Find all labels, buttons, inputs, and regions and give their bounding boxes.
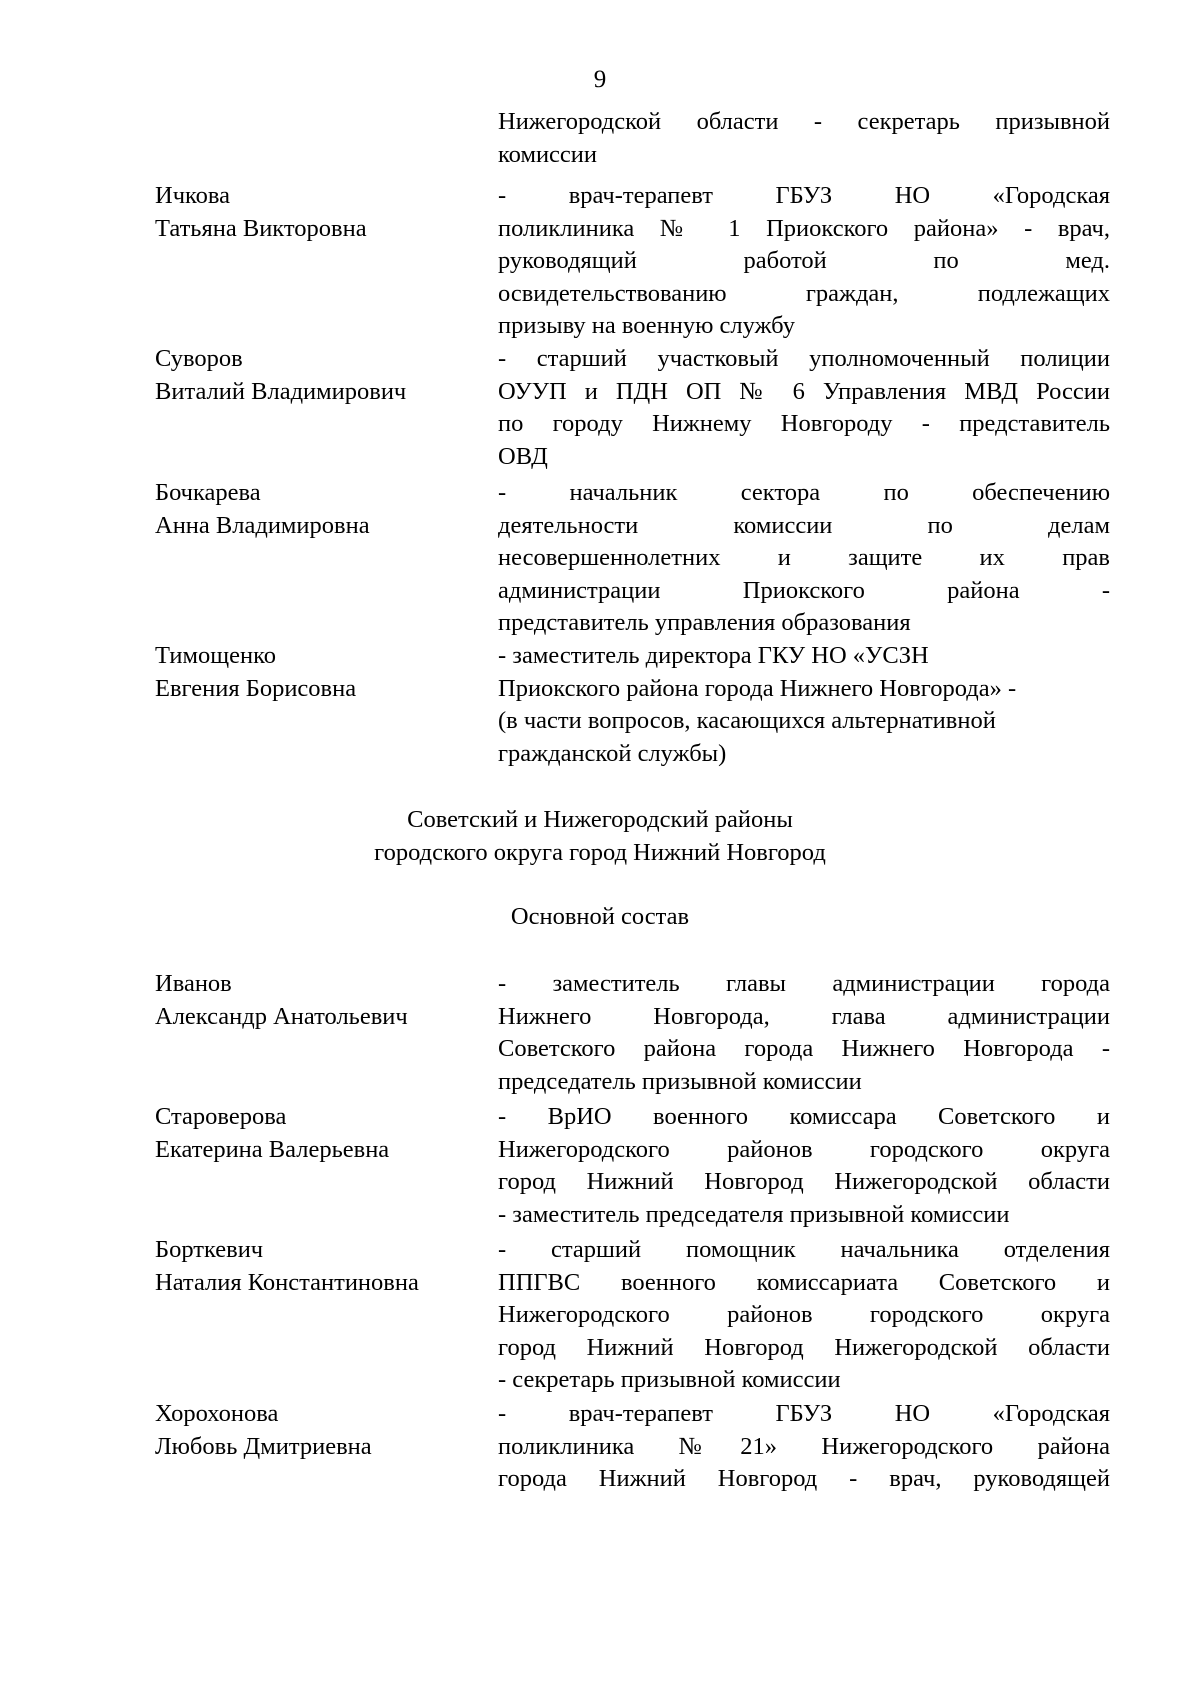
role-line: ОУУП и ПДН ОП № 6 Управления МВД России [498, 377, 1110, 405]
role-line: ОВД [498, 442, 548, 470]
role-line: комиссии [498, 140, 598, 168]
role-line: администрации Приокского района - [498, 576, 1110, 604]
member-entry [155, 343, 1115, 473]
role-line: город Нижний Новгород Нижегородской области [498, 1333, 1110, 1361]
role-line: Нижнего Новгорода, глава администрации [498, 1002, 1110, 1030]
member-surname: Суворов [155, 345, 243, 372]
role-line: призыву на военную службу [498, 312, 795, 339]
member-surname: Борткевич [155, 1236, 264, 1263]
member-role [498, 180, 1110, 343]
empty-name-column [155, 106, 498, 171]
member-role [498, 1398, 1110, 1496]
member-entry [155, 968, 1115, 1098]
role-line: - ВрИО военного комиссара Советского и [498, 1103, 1110, 1130]
role-line: - начальник сектора по обеспечению [498, 479, 1110, 506]
role-line: города Нижний Новгород - врач, руководящей [498, 1465, 1110, 1492]
member-name [155, 968, 498, 1098]
role-line: председатель призывной комиссии [498, 1067, 862, 1095]
role-line: - заместитель директора ГКУ НО «УСЗН [498, 642, 929, 669]
member-entry [155, 640, 1115, 770]
subheading [0, 901, 1200, 934]
member-given-names: Татьяна Викторовна [155, 214, 367, 242]
member-name [155, 180, 498, 343]
member-name [155, 343, 498, 473]
role-line: несовершеннолетних и защите их прав [498, 544, 1110, 571]
role-line: поликлиника № 1 Приокского района» - врач, [498, 214, 1110, 242]
continuation-block [155, 106, 1115, 171]
member-role [498, 1234, 1110, 1397]
role-line: Нижегородского районов городского округа [498, 1135, 1110, 1163]
role-line: гражданской службы) [498, 739, 727, 767]
member-entry [155, 1101, 1115, 1231]
member-role [498, 477, 1110, 640]
member-surname: Хорохонова [155, 1400, 279, 1427]
role-line: деятельности комиссии по делам [498, 511, 1110, 539]
role-line: - старший участковый уполномоченный полиции [498, 345, 1110, 372]
member-surname: Иванов [155, 970, 232, 997]
member-given-names: Анна Владимировна [155, 511, 370, 539]
member-given-names: Евгения Борисовна [155, 674, 357, 702]
member-given-names: Любовь Дмитриевна [155, 1432, 372, 1460]
section-heading [0, 804, 1200, 869]
subheading-text: Основной состав [510, 903, 690, 930]
member-entry [155, 477, 1115, 640]
role-line: город Нижний Новгород Нижегородской области [498, 1168, 1110, 1195]
role-line: - старший помощник начальника отделения [498, 1236, 1110, 1263]
member-surname: Тимощенко [155, 642, 276, 669]
member-name [155, 640, 498, 770]
member-entry [155, 1234, 1115, 1397]
page-number: 9 [593, 66, 607, 93]
member-name [155, 477, 498, 640]
member-name [155, 1398, 498, 1496]
member-entry [155, 180, 1115, 343]
member-surname: Ичкова [155, 182, 231, 209]
section-heading-line: городского округа город Нижний Новгород [374, 838, 826, 866]
member-surname: Староверова [155, 1103, 287, 1130]
role-line: руководящий работой по мед. [498, 247, 1110, 274]
role-line: по городу Нижнему Новгороду - представитель [498, 410, 1110, 437]
role-line: - заместитель главы администрации города [498, 970, 1110, 997]
member-entry [155, 1398, 1115, 1496]
member-role [498, 1101, 1110, 1231]
member-role [498, 343, 1110, 473]
member-given-names: Виталий Владимирович [155, 377, 407, 405]
role-line: - секретарь призывной комиссии [498, 1366, 841, 1393]
role-line: освидетельствованию граждан, подлежащих [498, 279, 1110, 307]
section-heading-line: Советский и Нижегородский районы [407, 806, 793, 833]
role-line: - заместитель председателя призывной комиссии [498, 1200, 1010, 1228]
member-given-names: Екатерина Валерьевна [155, 1135, 390, 1163]
role-line: поликлиника №21» Нижегородского района [498, 1432, 1110, 1460]
role-line: Приокского района города Нижнего Новгорода» - [498, 674, 1017, 702]
role-line: представитель управления образования [498, 609, 911, 636]
role-line: - врач-терапевт ГБУЗ НО «Городская [498, 1400, 1110, 1427]
role-line: Нижегородского районов городского округа [498, 1301, 1110, 1328]
member-role [498, 968, 1110, 1098]
role-line: (в части вопросов, касающихся альтернативной [498, 707, 996, 734]
member-given-names: Александр Анатольевич [155, 1002, 408, 1030]
member-given-names: Наталия Константиновна [155, 1268, 419, 1296]
role-line: - врач-терапевт ГБУЗ НО «Городская [498, 182, 1110, 209]
member-surname: Бочкарева [155, 479, 261, 506]
member-name [155, 1234, 498, 1397]
member-name [155, 1101, 498, 1231]
role-line: ППГВС военного комиссариата Советского и [498, 1268, 1110, 1296]
continuation-role [498, 106, 1110, 171]
member-role [498, 640, 1110, 770]
role-line: Советского района города Нижнего Новгорода - [498, 1035, 1110, 1062]
role-line: Нижегородской области - секретарь призывной [498, 108, 1110, 135]
